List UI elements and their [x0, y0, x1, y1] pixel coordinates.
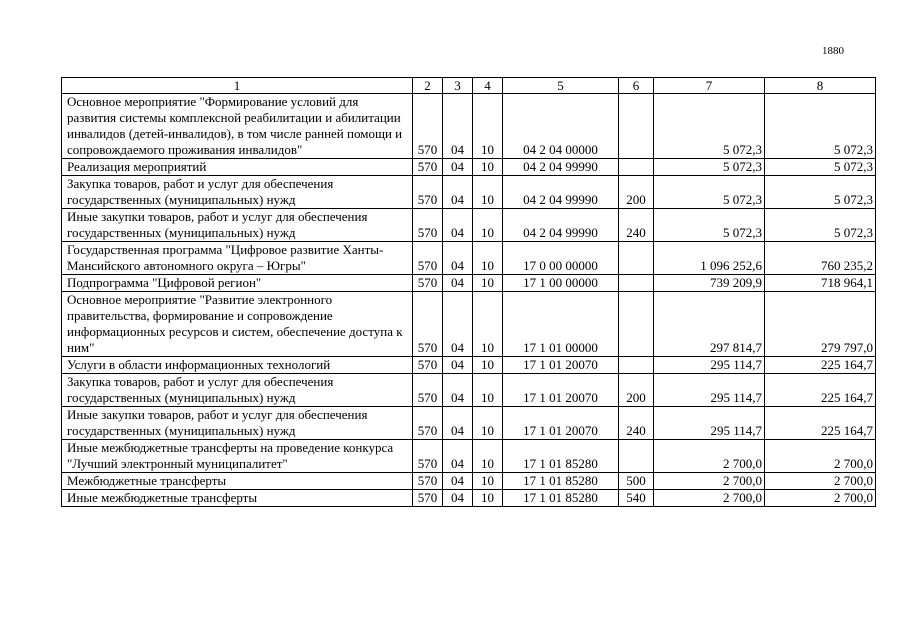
page-number: 1880 — [822, 45, 844, 57]
row-name-cell: Закупка товаров, работ и услуг для обеспечения государственных (муниципальных) нужд — [62, 176, 413, 209]
table-body — [62, 94, 876, 507]
table-row — [62, 292, 876, 357]
row-value-cell: 10 — [473, 275, 503, 292]
table-row — [62, 275, 876, 292]
row-value-cell: 240 — [619, 209, 654, 242]
column-header: 8 — [765, 78, 876, 94]
row-value-cell: 04 2 04 99990 — [503, 159, 619, 176]
row-value-cell: 10 — [473, 176, 503, 209]
row-value-cell: 297 814,7 — [654, 292, 765, 357]
row-name-cell: Услуги в области информационных технологий — [62, 357, 413, 374]
row-value-cell: 17 1 01 20070 — [503, 374, 619, 407]
row-value-cell: 2 700,0 — [765, 473, 876, 490]
row-value-cell: 17 0 00 00000 — [503, 242, 619, 275]
row-value-cell: 10 — [473, 374, 503, 407]
row-value-cell: 04 — [443, 275, 473, 292]
row-value-cell: 04 — [443, 440, 473, 473]
row-value-cell: 500 — [619, 473, 654, 490]
row-value-cell: 5 072,3 — [765, 159, 876, 176]
table-row — [62, 357, 876, 374]
row-value-cell: 5 072,3 — [654, 176, 765, 209]
row-value-cell: 2 700,0 — [654, 440, 765, 473]
row-value-cell: 10 — [473, 357, 503, 374]
row-value-cell: 10 — [473, 490, 503, 507]
row-value-cell: 04 — [443, 490, 473, 507]
row-value-cell: 225 164,7 — [765, 407, 876, 440]
row-value-cell: 570 — [413, 473, 443, 490]
column-header: 6 — [619, 78, 654, 94]
row-value-cell: 2 700,0 — [765, 440, 876, 473]
row-value-cell: 295 114,7 — [654, 374, 765, 407]
row-value-cell: 10 — [473, 407, 503, 440]
table-row — [62, 440, 876, 473]
column-header: 3 — [443, 78, 473, 94]
row-value-cell: 760 235,2 — [765, 242, 876, 275]
row-value-cell: 540 — [619, 490, 654, 507]
table-row — [62, 407, 876, 440]
table-row — [62, 209, 876, 242]
row-value-cell — [619, 357, 654, 374]
column-header: 2 — [413, 78, 443, 94]
row-name-cell: Закупка товаров, работ и услуг для обеспечения государственных (муниципальных) нужд — [62, 374, 413, 407]
row-value-cell: 570 — [413, 242, 443, 275]
row-value-cell: 240 — [619, 407, 654, 440]
row-value-cell: 570 — [413, 159, 443, 176]
row-value-cell: 295 114,7 — [654, 357, 765, 374]
row-value-cell: 5 072,3 — [765, 176, 876, 209]
row-value-cell: 2 700,0 — [654, 473, 765, 490]
row-value-cell: 17 1 01 20070 — [503, 407, 619, 440]
table-row — [62, 94, 876, 159]
row-value-cell: 570 — [413, 275, 443, 292]
budget-table — [61, 77, 876, 507]
row-value-cell: 718 964,1 — [765, 275, 876, 292]
row-value-cell: 570 — [413, 209, 443, 242]
row-value-cell — [619, 292, 654, 357]
row-value-cell: 2 700,0 — [654, 490, 765, 507]
row-value-cell: 04 — [443, 176, 473, 209]
row-value-cell: 295 114,7 — [654, 407, 765, 440]
table-header-row — [62, 78, 876, 94]
row-value-cell — [619, 94, 654, 159]
row-value-cell: 04 — [443, 292, 473, 357]
row-value-cell: 5 072,3 — [765, 94, 876, 159]
row-value-cell: 17 1 01 85280 — [503, 490, 619, 507]
row-value-cell: 5 072,3 — [765, 209, 876, 242]
row-value-cell: 17 1 01 20070 — [503, 357, 619, 374]
row-value-cell: 10 — [473, 209, 503, 242]
column-header: 4 — [473, 78, 503, 94]
row-value-cell: 04 — [443, 374, 473, 407]
row-value-cell: 200 — [619, 374, 654, 407]
row-value-cell — [619, 242, 654, 275]
row-value-cell: 04 — [443, 209, 473, 242]
row-value-cell: 04 — [443, 407, 473, 440]
row-value-cell: 279 797,0 — [765, 292, 876, 357]
column-header: 1 — [62, 78, 413, 94]
table-row — [62, 176, 876, 209]
row-value-cell: 04 2 04 00000 — [503, 94, 619, 159]
table-row — [62, 374, 876, 407]
row-name-cell: Иные межбюджетные трансферты на проведение конкурса "Лучший электронный муниципалитет" — [62, 440, 413, 473]
row-value-cell: 17 1 00 00000 — [503, 275, 619, 292]
column-header: 5 — [503, 78, 619, 94]
row-value-cell: 570 — [413, 176, 443, 209]
row-value-cell: 2 700,0 — [765, 490, 876, 507]
row-name-cell: Основное мероприятие "Развитие электронного правительства, формирование и сопровождение информационных ресурсов и систем, обеспечение доступа к ним" — [62, 292, 413, 357]
row-name-cell: Основное мероприятие "Формирование условий для развития системы комплексной реабилитации и абилитации инвалидов (детей-инвалидов), в том числе ранней помощи и сопровождаемого проживания инвалидов" — [62, 94, 413, 159]
row-value-cell: 570 — [413, 94, 443, 159]
row-value-cell: 570 — [413, 357, 443, 374]
row-value-cell: 570 — [413, 490, 443, 507]
row-value-cell: 5 072,3 — [654, 209, 765, 242]
row-name-cell: Иные закупки товаров, работ и услуг для обеспечения государственных (муниципальных) нужд — [62, 407, 413, 440]
row-value-cell: 570 — [413, 440, 443, 473]
row-value-cell: 200 — [619, 176, 654, 209]
row-value-cell: 10 — [473, 473, 503, 490]
row-name-cell: Иные межбюджетные трансферты — [62, 490, 413, 507]
row-name-cell: Реализация мероприятий — [62, 159, 413, 176]
row-value-cell: 10 — [473, 440, 503, 473]
row-value-cell — [619, 159, 654, 176]
row-name-cell: Государственная программа "Цифровое развитие Ханты-Мансийского автономного округа – Югры" — [62, 242, 413, 275]
row-value-cell: 04 — [443, 473, 473, 490]
row-value-cell: 17 1 01 85280 — [503, 440, 619, 473]
row-name-cell: Иные закупки товаров, работ и услуг для обеспечения государственных (муниципальных) нужд — [62, 209, 413, 242]
table-row — [62, 159, 876, 176]
row-value-cell: 04 2 04 99990 — [503, 209, 619, 242]
row-value-cell: 04 2 04 99990 — [503, 176, 619, 209]
row-value-cell — [619, 440, 654, 473]
table-row — [62, 490, 876, 507]
row-value-cell: 04 — [443, 357, 473, 374]
row-name-cell: Подпрограмма "Цифровой регион" — [62, 275, 413, 292]
row-value-cell: 225 164,7 — [765, 374, 876, 407]
table-row — [62, 242, 876, 275]
row-value-cell: 04 — [443, 242, 473, 275]
row-value-cell — [619, 275, 654, 292]
row-value-cell: 5 072,3 — [654, 159, 765, 176]
row-value-cell: 04 — [443, 159, 473, 176]
row-name-cell: Межбюджетные трансферты — [62, 473, 413, 490]
row-value-cell: 739 209,9 — [654, 275, 765, 292]
row-value-cell: 10 — [473, 292, 503, 357]
row-value-cell: 10 — [473, 94, 503, 159]
row-value-cell: 17 1 01 85280 — [503, 473, 619, 490]
row-value-cell: 10 — [473, 159, 503, 176]
row-value-cell: 570 — [413, 292, 443, 357]
row-value-cell: 225 164,7 — [765, 357, 876, 374]
row-value-cell: 1 096 252,6 — [654, 242, 765, 275]
table-row — [62, 473, 876, 490]
row-value-cell: 570 — [413, 407, 443, 440]
column-header: 7 — [654, 78, 765, 94]
row-value-cell: 570 — [413, 374, 443, 407]
row-value-cell: 5 072,3 — [654, 94, 765, 159]
row-value-cell: 17 1 01 00000 — [503, 292, 619, 357]
row-value-cell: 04 — [443, 94, 473, 159]
row-value-cell: 10 — [473, 242, 503, 275]
